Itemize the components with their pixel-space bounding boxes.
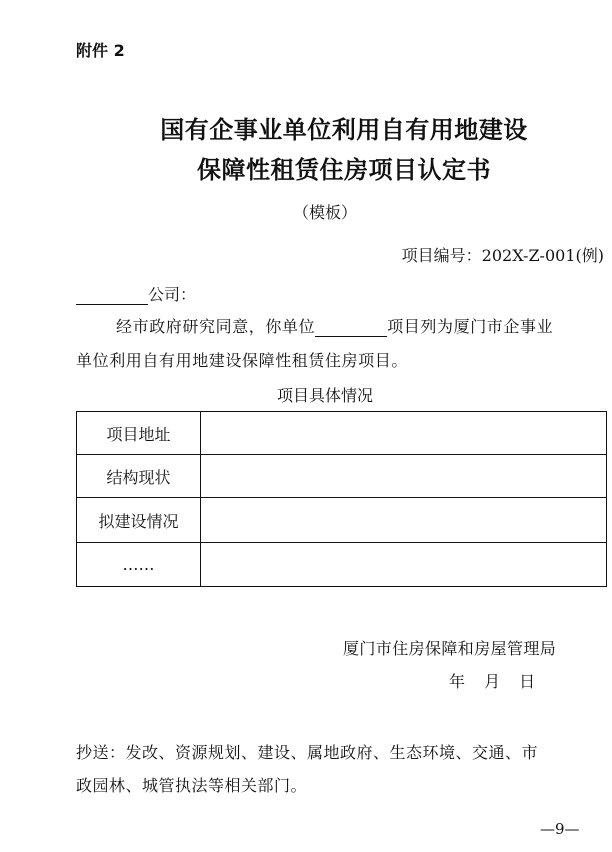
table-row [77, 412, 607, 455]
body-paragraph-line1 [116, 314, 553, 337]
page-number: —9— [540, 820, 580, 838]
salutation-suffix: 公司： [148, 285, 197, 304]
table-title: 项目具体情况 [276, 386, 373, 405]
cc-line1: 抄送：发改、资源规划、建设、属地政府、生态环境、交通、市 [76, 743, 539, 762]
document-title-line2: 保障性租赁住房项目认定书 [197, 155, 491, 184]
project-number: 项目编号：202X-Z-001(例) [401, 246, 604, 265]
document-title-line1: 国有企事业单位利用自有用地建设 [160, 115, 528, 144]
project-name-blank [315, 317, 387, 337]
table-row [77, 498, 607, 543]
issue-date: 年 月 日 [449, 672, 536, 691]
table-row [77, 543, 607, 587]
row-label: 项目地址 [77, 412, 201, 455]
table-row [77, 455, 607, 498]
row-value [201, 455, 607, 498]
body-paragraph-line2: 单位利用自有用地建设保障性租赁住房项目。 [76, 351, 409, 370]
project-details-table [76, 411, 607, 587]
body-text-part2: 项目列为厦门市企事业 [387, 317, 554, 336]
row-value [201, 543, 607, 587]
template-subtitle: （模板） [292, 203, 357, 222]
salutation [76, 282, 196, 305]
issuing-organization: 厦门市住房保障和房屋管理局 [343, 639, 557, 658]
row-value [201, 498, 607, 543]
row-label: …… [77, 543, 201, 587]
row-label: 结构现状 [77, 455, 201, 498]
cc-line2: 政园林、城管执法等相关部门。 [76, 776, 308, 795]
row-label: 拟建设情况 [77, 498, 201, 543]
company-name-blank [76, 285, 148, 305]
attachment-label: 附件 2 [76, 41, 125, 60]
row-value [201, 412, 607, 455]
body-text-part1: 经市政府研究同意，你单位 [116, 317, 316, 336]
